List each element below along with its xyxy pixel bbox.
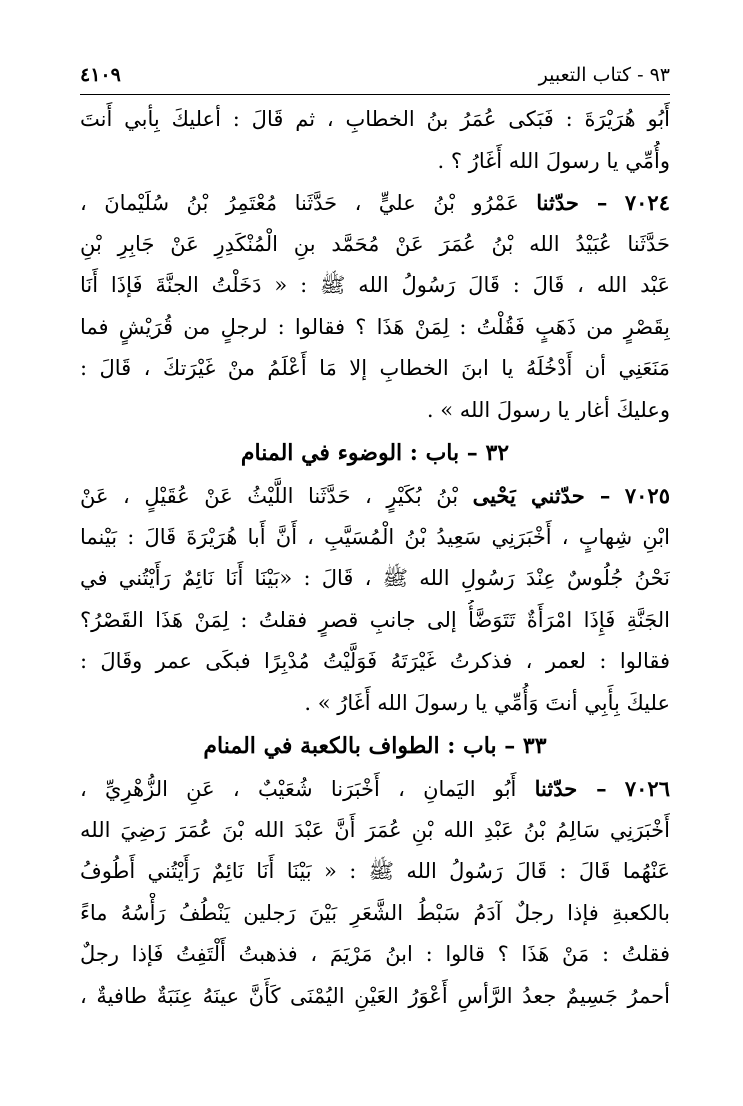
text-line: أَبُو هُرَيْرَةَ : فَبَكى عُمَرُ بنُ الخطابِ ، ثم قَالَ : أعليكَ بِأبي أَنتَ: [80, 107, 670, 131]
text-line: عَنْهُما قَالَ : قَالَ رَسُولُ الله ﷺ : « بَيْنَا أَنَا نَائِمٌ رَأَيْتُني أَطُوفُ: [80, 859, 670, 883]
page-header: [80, 58, 670, 92]
text-line: عَبْد الله ، قَالَ : قَالَ رَسُولُ الله ﷺ : « دَخَلْتُ الجنَّةَ فَإذَا أَنَا: [80, 273, 670, 297]
text-line: نَحْنُ جُلُوسٌ عِنْدَ رَسُولِ الله ﷺ ، قَالَ : «بَيْنَا أَنَا نَائِمٌ رَأَيْتُني في: [80, 566, 670, 590]
text-line: أَخْبَرَنِي سَالِمُ بْنُ عَبْدِ الله بْنِ عُمَرَ أَنَّ عَبْدَ الله بْنَ عُمَرَ رَضِيَ الله: [80, 817, 670, 842]
text-line: فقالوا : لعمر ، فذكرتُ غَيْرَتَهُ فَوَلَّيْتُ مُدْبِرًا فبكَى عمر وقَالَ :: [80, 649, 670, 673]
text-line: بالكعبةِ فإذا رجلٌ آدَمُ سَبْطُ الشَّعَرِ بَيْنَ رَجلين يَنْطُفُ رَأْسُهُ ماءً: [80, 900, 670, 925]
hadith-7024: [80, 182, 670, 431]
text-line: بِقَصْرٍ من ذَهَبٍ فَقُلْتُ : لِمَنْ هَذَا ؟ فقالوا : لرجلٍ من قُرَيْشٍ فما: [80, 314, 670, 339]
hadith-first-line: [80, 182, 670, 224]
hadith-text: أَبُو اليَمانِ ، أَخْبَرَنا شُعَيْبٌ ، عَنِ الزُّهْرِيِّ ،: [80, 777, 517, 801]
hadith-first-line: [80, 768, 670, 810]
text-line: حَدَّثَنا عُبَيْدُ الله بْنُ عُمَرَ عَنْ مُحَمَّد بنِ الْمُنْكَدِرِ عَنْ جَابِرِ بْنِ: [80, 231, 670, 256]
hadith-number: ٧٠٢٥: [624, 483, 670, 508]
text-line: عليكَ بِأَبِي أنتَ وَأُمِّي يا رسولَ الله أَغَارُ » .: [304, 690, 670, 715]
continued-paragraph: [80, 99, 670, 182]
hadith-7025: [80, 475, 670, 724]
hadith-lead: – حدّثني يَحْيى: [472, 483, 611, 508]
hadith-7026: [80, 768, 670, 1017]
hadith-text: عَمْرُو بْنُ عليٍّ ، حَدَّثَنا مُعْتَمِرُ بْنُ سُلَيْمانَ ،: [80, 191, 519, 215]
text-line: وأُمِّي يا رسولَ الله أَغَارُ ؟ .: [437, 148, 670, 173]
chapter-heading: ٣٢ – باب : الوضوء في المنام: [240, 440, 510, 466]
running-title: ٩٣ - كتاب التعبير: [538, 64, 670, 86]
book-page: [80, 58, 670, 1088]
header-rule: [80, 94, 670, 95]
text-line: فقلتُ : مَنْ هَذَا ؟ قالوا : ابنُ مَرْيَمَ ، فذهبتُ أَلْتَفِتُ فَإذا رجلٌ: [80, 942, 670, 966]
text-line: وعليكَ أغار يا رسولَ الله » .: [426, 397, 670, 422]
hadith-number: ٧٠٢٤: [624, 190, 670, 215]
hadith-number: ٧٠٢٦: [624, 776, 670, 801]
hadith-first-line: [80, 475, 670, 517]
text-line: أحمرُ جَسِيمٌ جعدُ الرَّأسِ أَعْوَرُ العَيْنِ اليُمْنَى كَأَنَّ عينَهُ عِنَبَةٌ طافيةٌ ،: [80, 983, 670, 1008]
hadith-lead: – حدّثنا: [534, 776, 607, 801]
page-number: ٤١٠٩: [80, 64, 121, 86]
text-line: مَنَعَنِي أن أَدْخُلَهُ يا ابنَ الخطابِ إلا مَا أَعْلَمُ منْ غَيْرَتكَ ، قَالَ :: [80, 356, 670, 380]
chapter-heading: ٣٣ – باب : الطواف بالكعبة في المنام: [203, 733, 547, 759]
text-line: الجَنَّةِ فَإِذَا امْرَأَةٌ تَتَوَضَّأُ إلى جانبِ قصرٍ فقلتُ : لِمَنْ هَذَا القَصْرُ؟: [80, 607, 670, 632]
text-line: ابْنِ شِهابٍ ، أَخْبَرَنِي سَعِيدُ بْنُ الْمُسَيَّبِ ، أَنَّ أَبا هُرَيْرَةَ قَالَ : بَيْنما: [80, 524, 670, 549]
hadith-lead: – حدّثنا: [536, 190, 608, 215]
hadith-text: بْنُ بُكَيْرٍ ، حَدَّثَنا اللَّيْثُ عَنْ عُقَيْلٍ ، عَنْ: [80, 484, 459, 508]
